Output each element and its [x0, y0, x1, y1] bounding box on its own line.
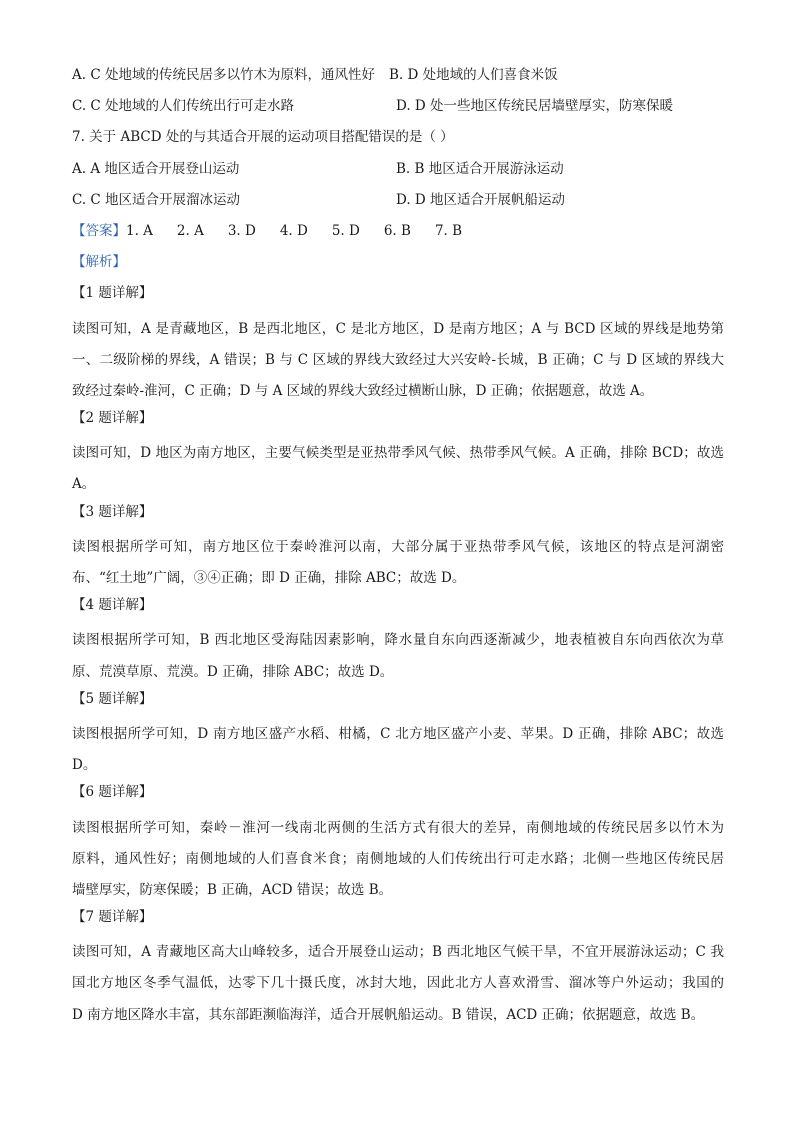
- detail-heading: 【3 题详解】: [72, 503, 153, 520]
- answer-item: 1. A: [126, 222, 153, 239]
- detail-line: 原料，通风性好；南侧地域的人们喜食米食；南侧地域的人们传统出行可走水路；北侧一些地区传统民居: [72, 850, 724, 867]
- q6-option-c: C. C 处地域的人们传统出行可走水路: [72, 98, 295, 115]
- detail-heading: 【7 题详解】: [72, 909, 153, 926]
- q7-option-a: A. A 地区适合开展登山运动: [72, 160, 240, 177]
- detail-body: [72, 438, 724, 500]
- detail-heading: 【6 题详解】: [72, 784, 153, 801]
- answer-item: 6. B: [383, 222, 411, 239]
- detail-3: [72, 501, 724, 595]
- q7-stem: 7. 关于 ABCD 处的与其适合开展的运动项目搭配错误的是（ ）: [72, 129, 454, 146]
- q6-options-row-2: [72, 95, 724, 117]
- answer-items: [126, 223, 462, 239]
- detail-line: 读图可知，D 地区为南方地区，主要气候类型是亚热带季风气候、热带季风气候。A 正确，排除 BCD；故选: [72, 445, 724, 462]
- answer-item: 2. A: [176, 222, 204, 239]
- detail-heading: 【2 题详解】: [72, 410, 153, 427]
- q6-option-b: B. D 处地域的人们喜食米饭: [388, 67, 558, 83]
- q7-option-b: B. B 地区适合开展游泳运动: [396, 160, 564, 177]
- detail-line: 读图根据所学可知，B 西北地区受海陆因素影响，降水量自东向西逐渐减少，地表植被自东向西依次为草: [72, 632, 724, 649]
- detail-body: [72, 937, 724, 1031]
- analysis-label: 【解析】: [72, 254, 126, 271]
- detail-4: [72, 594, 724, 688]
- detail-body: [72, 813, 724, 907]
- q7-option-c: C. C 地区适合开展溜冰运动: [72, 191, 241, 208]
- detail-line: 一、二级阶梯的界线，A 错误；B 与 C 区域的界线大致经过大兴安岭-长城，B 正确；C 与 D 区域的界线大: [72, 351, 724, 368]
- detail-line: 读图可知，A 青藏地区高大山峰较多，适合开展登山运动；B 西北地区气候干旱，不宜开展游泳运动；C 我: [72, 944, 724, 961]
- detail-line: D 南方地区降水丰富，其东部距濒临海洋，适合开展帆船运动。B 错误，ACD 正确；依据题意，故选 B。: [72, 1006, 705, 1023]
- answer-line: [72, 220, 724, 242]
- detail-7: [72, 906, 724, 1031]
- answer-item: 5. D: [331, 222, 360, 239]
- detail-heading: 【5 题详解】: [72, 690, 153, 707]
- detail-line: D。: [72, 757, 97, 774]
- detail-heading: 【1 题详解】: [72, 285, 153, 302]
- detail-line: 国北方地区冬季气温低，达零下几十摄氏度，冰封大地，因此北方人喜欢滑雪、溜冰等户外运动；我国的: [72, 975, 724, 992]
- document-page: [72, 64, 724, 1031]
- detail-line: 读图根据所学可知，南方地区位于秦岭淮河以南，大部分属于亚热带季风气候，该地区的特点是河湖密: [72, 538, 724, 555]
- detail-body: [72, 719, 724, 781]
- detail-body: [72, 532, 724, 594]
- answer-item: 7. B: [434, 222, 463, 239]
- detail-1: [72, 282, 724, 407]
- detail-line: 原、荒漠草原、荒漠。D 正确，排除 ABC；故选 D。: [72, 663, 394, 680]
- detail-5: [72, 688, 724, 782]
- detail-line: 布、“红土地”广阔，③④正确；即 D 正确，排除 ABC；故选 D。: [72, 570, 466, 586]
- answer-item: 4. D: [279, 222, 308, 239]
- q7-options-row-2: [72, 189, 724, 211]
- q7-option-d: D. D 地区适合开展帆船运动: [396, 191, 566, 208]
- detail-line: 读图根据所学可知，D 南方地区盛产水稻、柑橘，C 北方地区盛产小麦、苹果。D 正确，排除 ABC；故选: [72, 725, 724, 742]
- detail-line: 读图根据所学可知，秦岭－淮河一线南北两侧的生活方式有很大的差异，南侧地域的传统民居多以竹木为: [72, 819, 724, 836]
- answer-item: 3. D: [227, 222, 256, 239]
- detail-heading: 【4 题详解】: [72, 597, 153, 614]
- detail-body: [72, 314, 724, 408]
- answer-label: 【答案】: [72, 222, 126, 239]
- detail-line: 致经过秦岭-淮河，C 正确；D 与 A 区域的界线大致经过横断山脉，D 正确；依据题意，故选 A。: [72, 382, 654, 399]
- q6-options-row-1: [72, 64, 724, 86]
- q7-options-row-1: [72, 158, 724, 180]
- q6-option-a: A. C 处地域的传统民居多以竹木为原料，通风性好: [72, 67, 375, 83]
- detail-line: A。: [72, 476, 96, 493]
- detail-6: [72, 781, 724, 906]
- detail-line: 墙壁厚实，防寒保暖；B 正确，ACD 错误；故选 B。: [72, 881, 393, 898]
- q6-option-d: D. D 处一些地区传统民居墙壁厚实，防寒保暖: [396, 98, 674, 115]
- detail-body: [72, 625, 724, 687]
- detail-2: [72, 407, 724, 501]
- detail-line: 读图可知，A 是青藏地区，B 是西北地区，C 是北方地区，D 是南方地区；A 与 BCD 区域的界线是地势第: [72, 320, 724, 337]
